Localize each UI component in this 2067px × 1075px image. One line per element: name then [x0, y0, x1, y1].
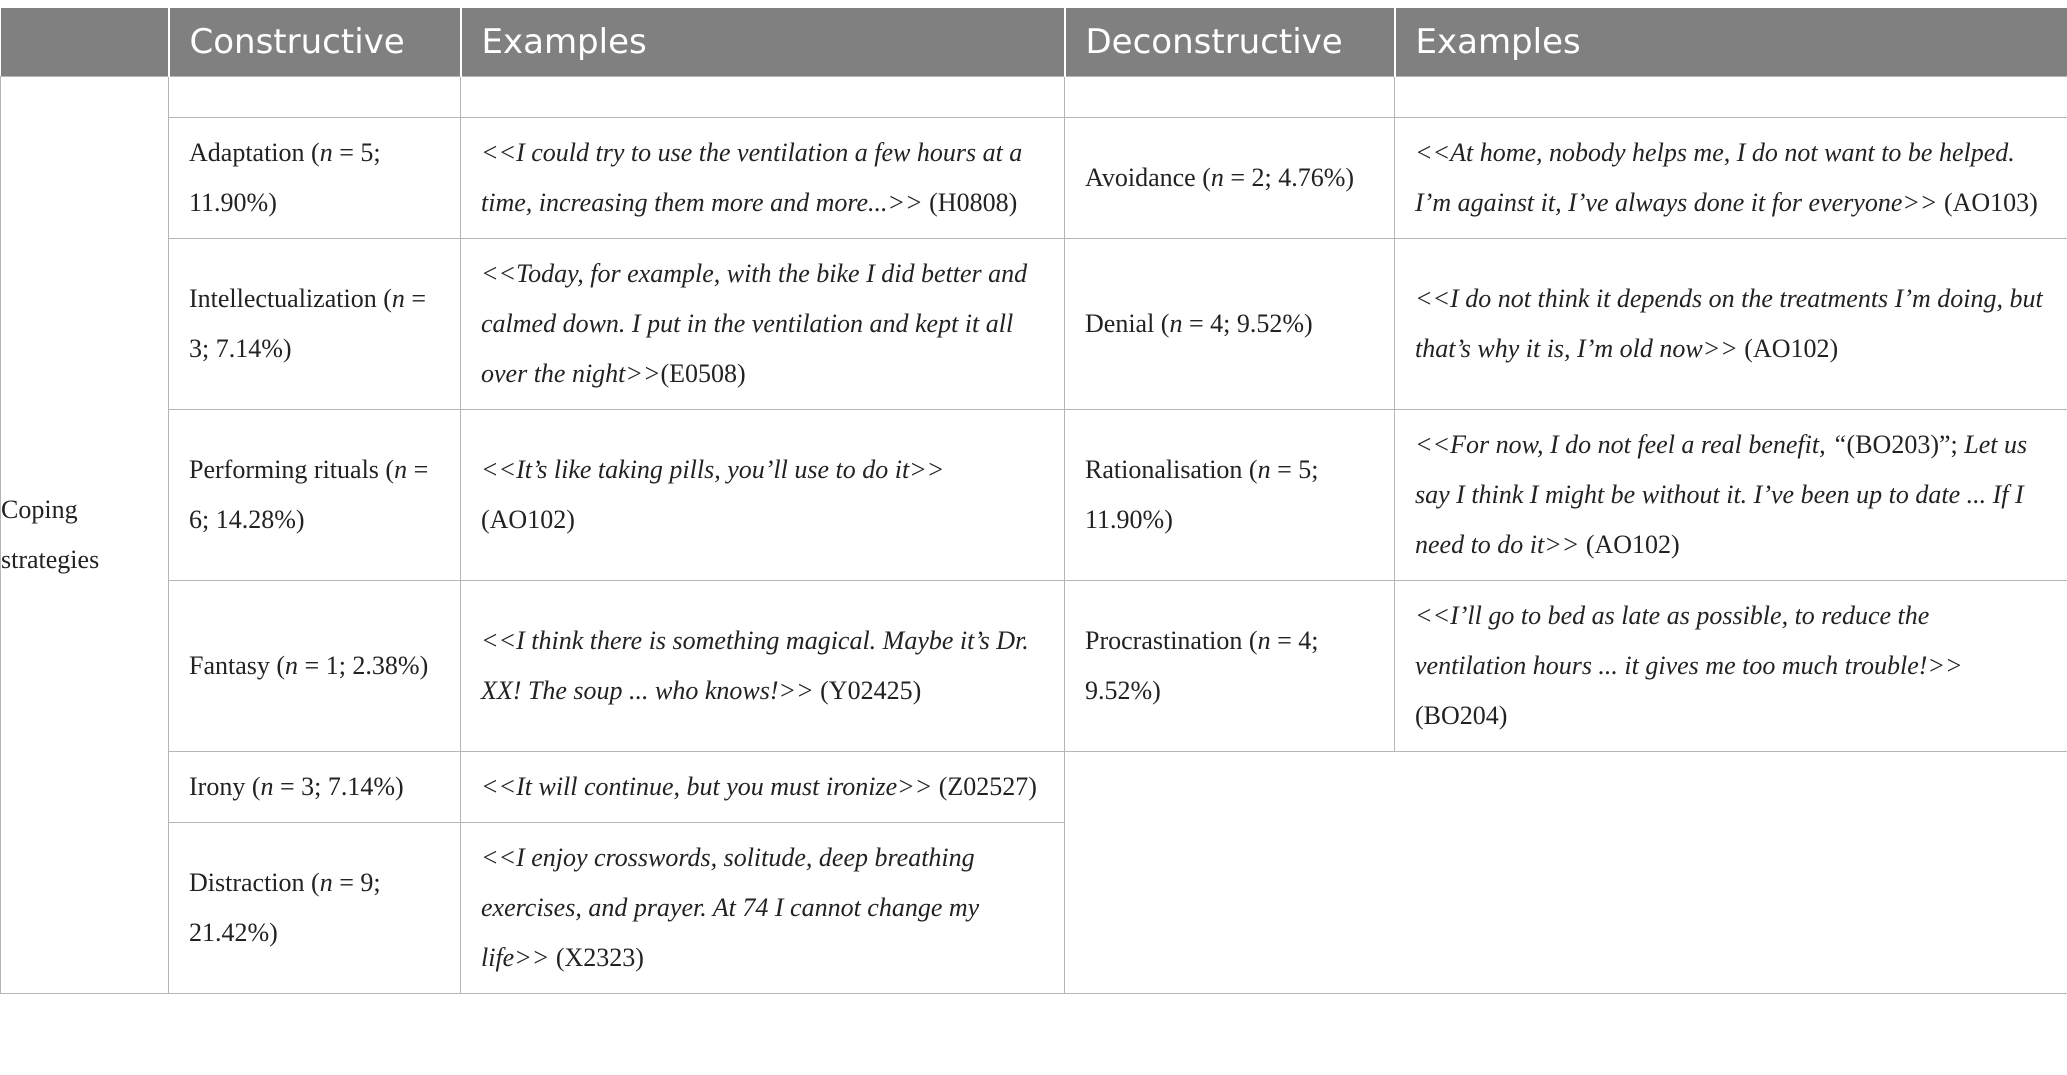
constructive-cell — [169, 752, 461, 823]
constructive-example-cell — [461, 410, 1065, 581]
strategy-stat: = 5; 11.90%) — [189, 138, 381, 217]
strategy-stat: = 3; 7.14%) — [189, 284, 427, 363]
spacer-cell — [1065, 77, 1395, 118]
example-quote: <<At home, nobody helps me, I do not want to be helped. I’m against it, I’ve always done it for everyone>> — [1415, 138, 2015, 217]
deconstructive-cell — [1065, 581, 1395, 752]
deconstructive-example-cell — [1395, 410, 2067, 581]
header-empty — [1, 8, 169, 77]
header-deconstructive: Deconstructive — [1065, 8, 1395, 77]
constructive-example-cell — [461, 581, 1065, 752]
strategy-name: Irony ( — [189, 772, 261, 801]
example-quote: <<I do not think it depends on the treatments I’m doing, but that’s why it is, I’m old now>> — [1415, 284, 2043, 363]
spacer-row — [1, 77, 2067, 118]
constructive-example-cell — [461, 239, 1065, 410]
constructive-example-cell — [461, 823, 1065, 994]
participant-id: (Y02425) — [813, 676, 922, 705]
deconstructive-cell — [1065, 118, 1395, 239]
example-quote: <<For now, I do not feel a real benefit, “ — [1415, 430, 1847, 459]
participant-id: (AO102) — [1737, 334, 1839, 363]
n-symbol: n — [1169, 309, 1183, 338]
constructive-cell — [169, 410, 461, 581]
strategy-name: Denial ( — [1085, 309, 1170, 338]
deconstructive-cell — [1065, 410, 1395, 581]
n-symbol: n — [1210, 163, 1224, 192]
strategy-name: Avoidance ( — [1085, 163, 1211, 192]
n-symbol: n — [319, 868, 333, 897]
example-quote: <<I’ll go to bed as late as possible, to reduce the ventilation hours ... it gives me too much trouble!>> — [1415, 601, 1963, 680]
strategy-name: Distraction ( — [189, 868, 320, 897]
strategy-stat: = 1; 2.38%) — [298, 651, 429, 680]
constructive-example-cell — [461, 118, 1065, 239]
constructive-cell — [169, 823, 461, 994]
strategy-name: Intellectualization ( — [189, 284, 392, 313]
constructive-cell — [169, 118, 461, 239]
strategy-name: Adaptation ( — [189, 138, 320, 167]
example-quote: <<I could try to use the ventilation a few hours at a time, increasing them more and more...>> — [481, 138, 1023, 217]
n-symbol: n — [260, 772, 274, 801]
coping-strategies-table — [0, 8, 2067, 994]
example-quote: <<Today, for example, with the bike I did better and calmed down. I put in the ventilation and kept it all over the night>> — [481, 259, 1028, 388]
strategy-stat: = 3; 7.14%) — [273, 772, 404, 801]
spacer-cell — [169, 77, 461, 118]
constructive-example-cell — [461, 752, 1065, 823]
n-symbol: n — [1257, 455, 1271, 484]
table-row — [1, 752, 2067, 823]
deconstructive-example-cell — [1395, 239, 2067, 410]
header-row — [1, 8, 2067, 77]
n-symbol: n — [285, 651, 299, 680]
strategy-name: Fantasy ( — [189, 651, 286, 680]
example-quote: <<I think there is something magical. Maybe it’s Dr. XX! The soup ... who knows!>> — [481, 626, 1029, 705]
example-quote: <<It’s like taking pills, you’ll use to do it>> — [481, 455, 945, 484]
header-examples-constructive: Examples — [461, 8, 1065, 77]
participant-id: (AO102) — [1579, 530, 1680, 559]
deconstructive-cell — [1065, 239, 1395, 410]
strategy-stat: = 4; 9.52%) — [1085, 626, 1319, 705]
strategy-name: Procrastination ( — [1085, 626, 1258, 655]
strategy-stat: = 5; 11.90%) — [1085, 455, 1319, 534]
example-quote: <<It will continue, but you must ironize>> — [481, 772, 933, 801]
header-constructive: Constructive — [169, 8, 461, 77]
empty-deconstructive-area — [1065, 752, 2067, 994]
table-row — [1, 118, 2067, 239]
header-examples-deconstructive: Examples — [1395, 8, 2067, 77]
strategy-stat: = 9; 21.42%) — [189, 868, 381, 947]
participant-id: (BO203)”; — [1846, 430, 1965, 459]
n-symbol: n — [394, 455, 408, 484]
participant-id: (H0808) — [922, 188, 1018, 217]
table-row — [1, 581, 2067, 752]
participant-id: (Z02527) — [932, 772, 1037, 801]
participant-id: (AO103) — [1937, 188, 2038, 217]
table-row — [1, 410, 2067, 581]
strategy-stat: = 2; 4.76%) — [1223, 163, 1355, 192]
strategy-name: Rationalisation ( — [1085, 455, 1258, 484]
participant-id: (X2323) — [549, 943, 644, 972]
deconstructive-example-cell — [1395, 581, 2067, 752]
participant-id: (E0508) — [660, 359, 746, 388]
deconstructive-example-cell — [1395, 118, 2067, 239]
strategy-name: Performing rituals ( — [189, 455, 395, 484]
participant-id: (BO204) — [1415, 701, 1508, 730]
group-label: Coping strategies — [1, 77, 169, 994]
n-symbol: n — [319, 138, 333, 167]
example-quote: Let us say I think I might be without it. I’ve been up to date ... If I need to do it>> — [1415, 430, 2028, 559]
participant-id: (AO102) — [481, 505, 575, 534]
example-quote: <<I enjoy crosswords, solitude, deep breathing exercises, and prayer. At 74 I cannot change my life>> — [481, 843, 980, 972]
n-symbol: n — [391, 284, 405, 313]
constructive-cell — [169, 239, 461, 410]
constructive-cell — [169, 581, 461, 752]
spacer-cell — [1395, 77, 2067, 118]
spacer-cell — [461, 77, 1065, 118]
n-symbol: n — [1257, 626, 1271, 655]
table-row — [1, 239, 2067, 410]
strategy-stat: = 4; 9.52%) — [1182, 309, 1313, 338]
strategy-stat: = 6; 14.28%) — [189, 455, 429, 534]
